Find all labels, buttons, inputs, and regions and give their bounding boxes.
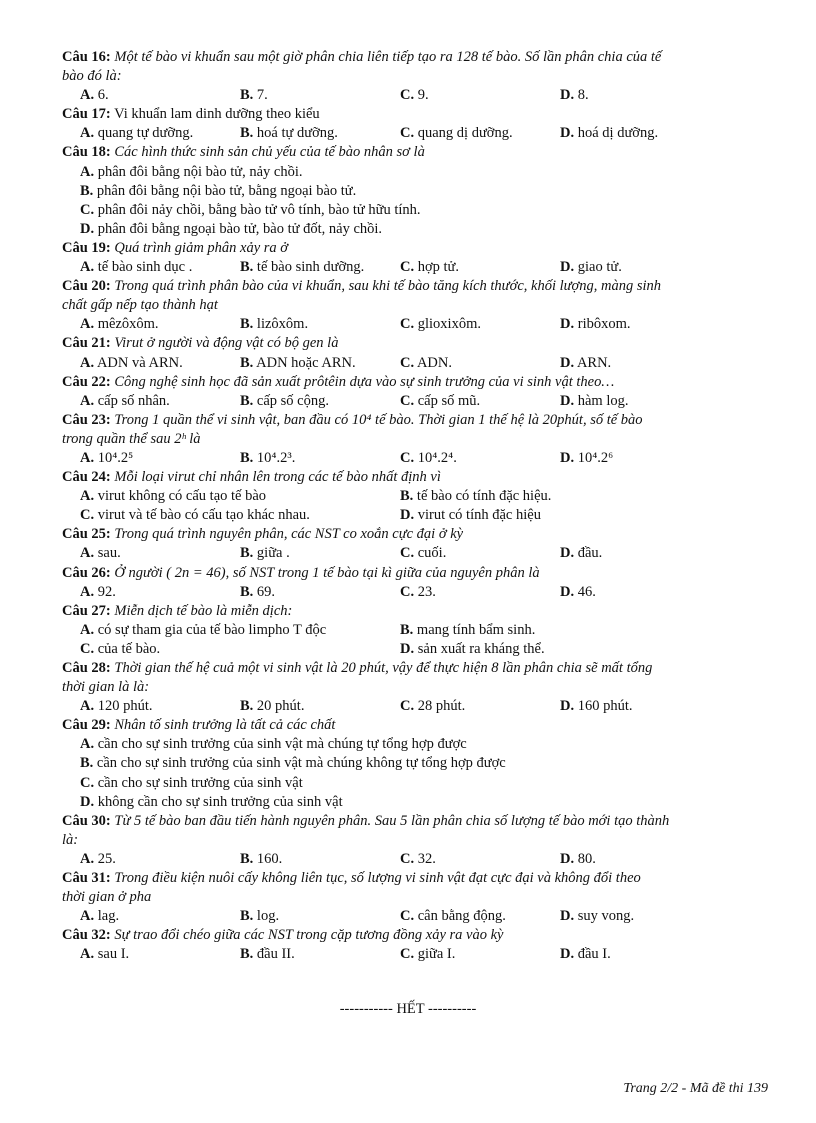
option-text: hàm log.	[577, 392, 629, 409]
option-text: cấp số nhân.	[97, 392, 170, 409]
question-label: Câu 22:	[62, 373, 111, 390]
question-text: thời gian ở pha	[62, 889, 152, 906]
option-letter: D.	[400, 507, 415, 524]
answer-option[interactable]	[80, 315, 159, 334]
question-16-line	[62, 48, 772, 67]
question-label: Câu 32:	[62, 927, 111, 944]
question-23-line	[62, 430, 772, 449]
option-text: 120 phút.	[97, 698, 153, 715]
option-letter: C.	[400, 946, 415, 963]
question-20-line	[62, 296, 772, 315]
option-text: 8.	[577, 87, 589, 104]
option-text: đầu I.	[577, 946, 611, 963]
answer-option[interactable]	[400, 621, 535, 640]
option-letter: C.	[400, 125, 415, 142]
option-letter: D.	[80, 220, 95, 237]
option-letter: B.	[80, 755, 94, 772]
question-label: Câu 17:	[62, 106, 111, 123]
answer-option[interactable]	[400, 583, 436, 602]
question-text: Ở người ( 2n = 46), số NST trong 1 tế bào tại kì giữa của nguyên phân là	[114, 564, 540, 581]
option-letter: D.	[560, 545, 575, 562]
question-label: Câu 31:	[62, 870, 111, 887]
question-28-line	[62, 659, 772, 678]
question-text: trong quần thể sau 2ʰ là	[62, 430, 201, 447]
option-letter: A.	[80, 583, 95, 600]
answer-option[interactable]	[80, 201, 421, 220]
answer-option[interactable]	[240, 354, 356, 373]
option-letter: D.	[560, 449, 575, 466]
options-row	[62, 201, 772, 220]
question-label: Câu 19:	[62, 239, 111, 256]
options-row	[62, 945, 772, 964]
option-letter: C.	[400, 87, 415, 104]
question-32-line	[62, 926, 772, 945]
option-letter: B.	[240, 87, 254, 104]
answer-option[interactable]	[80, 697, 153, 716]
option-letter: A.	[80, 125, 95, 142]
options-row	[62, 850, 772, 869]
answer-option[interactable]	[560, 392, 628, 411]
option-text: 92.	[97, 583, 116, 600]
option-text: phân đôi bằng ngoại bào tử, bào tử đốt, nảy chồi.	[97, 220, 383, 237]
option-text: tế bào có tính đặc hiệu.	[416, 488, 552, 505]
options-row	[62, 506, 772, 525]
option-text: cân bằng động.	[417, 908, 506, 925]
question-text: Các hình thức sinh sản chủ yếu của tế bào nhân sơ là	[114, 144, 425, 161]
option-text: đầu.	[577, 545, 603, 562]
answer-option[interactable]	[400, 124, 513, 143]
option-text: 69.	[256, 583, 276, 600]
answer-option[interactable]	[400, 506, 541, 525]
answer-option[interactable]	[560, 124, 658, 143]
answer-option[interactable]	[400, 487, 551, 506]
option-letter: D.	[560, 316, 575, 333]
option-text: cấp số cộng.	[256, 392, 329, 409]
answer-option[interactable]	[560, 258, 622, 277]
options-row	[62, 487, 772, 506]
answer-option[interactable]	[400, 86, 429, 105]
option-letter: C.	[80, 201, 95, 218]
question-30-line	[62, 831, 772, 850]
option-letter: C.	[400, 449, 415, 466]
option-letter: C.	[400, 545, 415, 562]
option-letter: D.	[560, 698, 575, 715]
option-letter: C.	[400, 850, 415, 867]
question-text: Thời gian thế hệ cuả một vi sinh vật là 20 phút, vậy để thực hiện 8 lần phân chia sẽ mất tổng	[114, 660, 653, 676]
question-17-line	[62, 105, 772, 124]
option-text: phân đôi bằng nội bào tử, nảy chồi.	[97, 163, 303, 180]
answer-option[interactable]	[80, 754, 506, 773]
option-text: ribôxom.	[577, 316, 631, 333]
answer-option[interactable]	[560, 315, 631, 334]
option-letter: A.	[80, 488, 95, 505]
option-text: 80.	[577, 850, 596, 867]
option-letter: B.	[240, 259, 254, 276]
answer-option[interactable]	[400, 697, 465, 716]
option-text: mêzôxôm.	[97, 316, 159, 333]
question-label: Câu 23:	[62, 411, 111, 428]
question-22-line	[62, 373, 772, 392]
answer-option[interactable]	[80, 124, 193, 143]
question-label: Câu 24:	[62, 469, 111, 486]
option-letter: D.	[560, 259, 575, 276]
question-30-line	[62, 812, 772, 831]
option-text: 6.	[97, 87, 109, 104]
question-text: Trong quá trình nguyên phân, các NST co xoắn cực đại ở kỳ	[114, 526, 464, 543]
option-text: lag.	[97, 908, 120, 925]
answer-option[interactable]	[400, 315, 481, 334]
answer-option[interactable]	[240, 907, 279, 926]
question-text: Công nghệ sinh học đã sản xuất prôtêin dựa vào sự sinh trưởng của vi sinh vật theo…	[114, 373, 615, 390]
question-19-line	[62, 239, 772, 258]
answer-option[interactable]	[80, 544, 121, 563]
option-text: 46.	[577, 583, 596, 600]
question-27-line	[62, 602, 772, 621]
option-text: 10⁴.2⁴.	[417, 449, 457, 466]
options-row	[62, 220, 772, 239]
option-text: virut có tính đặc hiệu	[417, 507, 541, 524]
option-letter: B.	[240, 908, 254, 925]
answer-option[interactable]	[80, 487, 266, 506]
question-23-line	[62, 411, 772, 430]
answer-option[interactable]	[240, 258, 364, 277]
answer-option[interactable]	[80, 793, 343, 812]
option-letter: A.	[80, 316, 95, 333]
answer-option[interactable]	[240, 544, 290, 563]
answer-option[interactable]	[560, 907, 634, 926]
question-label: Câu 26:	[62, 564, 111, 581]
answer-option[interactable]	[400, 449, 457, 468]
answer-option[interactable]	[400, 945, 455, 964]
option-text: 10⁴.2⁵	[97, 449, 134, 466]
question-text: Trong 1 quần thể vi sinh vật, ban đầu có 10⁴ tế bào. Thời gian 1 thế hệ là 20phút, số tế bào	[114, 411, 643, 428]
answer-option[interactable]	[80, 850, 116, 869]
option-text: giao tử.	[577, 259, 622, 276]
answer-option[interactable]	[80, 506, 310, 525]
answer-option[interactable]	[80, 621, 326, 640]
option-letter: D.	[400, 640, 415, 657]
question-text: Quá trình giảm phân xảy ra ở	[114, 239, 289, 256]
option-text: mang tính bẩm sinh.	[416, 621, 536, 638]
option-text: ADN và ARN.	[96, 354, 183, 371]
answer-option[interactable]	[240, 124, 338, 143]
option-text: 9.	[417, 87, 429, 104]
answer-option[interactable]	[80, 182, 356, 201]
answer-option[interactable]	[240, 850, 282, 869]
option-text: 25.	[97, 850, 116, 867]
option-text: hợp tử.	[417, 259, 460, 276]
answer-option[interactable]	[80, 354, 183, 373]
option-text: virut không có cấu tạo tế bào	[97, 488, 267, 505]
option-letter: B.	[240, 946, 254, 963]
option-text: ADN hoặc ARN.	[256, 354, 356, 371]
answer-option[interactable]	[400, 850, 436, 869]
option-text: 160.	[256, 850, 283, 867]
option-text: sau.	[97, 545, 121, 562]
question-label: Câu 25:	[62, 526, 111, 543]
question-26-line	[62, 564, 772, 583]
options-row	[62, 449, 772, 468]
option-letter: D.	[560, 946, 575, 963]
answer-option[interactable]	[560, 86, 589, 105]
option-text: sau I.	[97, 946, 130, 963]
option-letter: D.	[560, 392, 575, 409]
answer-option[interactable]	[560, 354, 611, 373]
option-letter: B.	[240, 850, 254, 867]
option-letter: B.	[240, 125, 254, 142]
option-text: virut và tế bào có cấu tạo khác nhau.	[97, 507, 310, 524]
option-letter: C.	[80, 774, 95, 791]
answer-option[interactable]	[80, 392, 170, 411]
question-label: Câu 16:	[62, 49, 111, 65]
option-text: hoá tự dưỡng.	[256, 125, 338, 142]
options-row	[62, 315, 772, 334]
option-letter: D.	[80, 793, 95, 810]
option-letter: B.	[240, 449, 254, 466]
answer-option[interactable]	[80, 220, 382, 239]
question-text: Miễn dịch tế bào là miễn dịch:	[114, 602, 293, 619]
option-letter: C.	[80, 507, 95, 524]
option-letter: A.	[80, 259, 95, 276]
answer-option[interactable]	[80, 640, 160, 659]
option-letter: D.	[560, 354, 575, 371]
question-label: Câu 27:	[62, 602, 111, 619]
option-letter: A.	[80, 392, 95, 409]
question-label: Câu 18:	[62, 144, 111, 161]
option-letter: A.	[80, 736, 95, 753]
question-25-line	[62, 525, 772, 544]
options-row	[62, 163, 772, 182]
option-letter: B.	[240, 354, 254, 371]
question-label: Câu 20:	[62, 278, 111, 295]
options-row	[62, 735, 772, 754]
options-row	[62, 583, 772, 602]
question-list	[62, 48, 772, 965]
end-marker: ----------- HẾT ----------	[339, 1001, 477, 1017]
option-text: 20 phút.	[256, 698, 305, 715]
question-28-line	[62, 678, 772, 697]
option-letter: C.	[400, 316, 415, 333]
options-row	[62, 124, 772, 143]
answer-option[interactable]	[80, 774, 303, 793]
options-row	[62, 697, 772, 716]
question-label: Câu 29:	[62, 717, 111, 734]
option-letter: C.	[80, 640, 95, 657]
option-letter: A.	[80, 946, 95, 963]
options-row	[62, 182, 772, 201]
option-letter: B.	[240, 392, 254, 409]
question-20-line	[62, 277, 772, 296]
option-text: ARN.	[576, 354, 612, 371]
answer-option[interactable]	[80, 945, 129, 964]
answer-option[interactable]	[80, 735, 467, 754]
option-letter: A.	[80, 621, 95, 638]
answer-option[interactable]	[240, 945, 295, 964]
question-text: chất gấp nếp tạo thành hạt	[62, 297, 218, 314]
answer-option[interactable]	[240, 449, 295, 468]
option-letter: B.	[240, 316, 254, 333]
options-row	[62, 640, 772, 659]
answer-option[interactable]	[560, 697, 633, 716]
option-text: giữa .	[256, 545, 290, 562]
answer-option[interactable]	[400, 640, 545, 659]
option-letter: B.	[80, 182, 94, 199]
option-text: suy vong.	[577, 908, 635, 925]
option-text: cần cho sự sinh trưởng của sinh vật	[97, 774, 303, 791]
option-letter: A.	[80, 163, 95, 180]
options-row	[62, 621, 772, 640]
option-text: phân đôi nảy chồi, bằng bào tử vô tính, bào tử hữu tính.	[97, 201, 421, 218]
question-18-line	[62, 143, 772, 162]
answer-option[interactable]	[560, 449, 613, 468]
options-row	[62, 754, 772, 773]
options-row	[62, 774, 772, 793]
option-text: cần cho sự sinh trưởng của sinh vật mà chúng tự tổng hợp được	[97, 736, 467, 753]
option-letter: A.	[80, 698, 95, 715]
page-footer: Trang 2/2 - Mã đề thi 139	[623, 1081, 768, 1096]
option-text: hoá dị dưỡng.	[577, 125, 659, 142]
options-row	[62, 907, 772, 926]
question-text: Trong quá trình phân bào của vi khuẩn, sau khi tế bào tăng kích thước, khối lượng, màng sinh	[114, 278, 662, 295]
question-label: Câu 21:	[62, 335, 111, 352]
answer-option[interactable]	[80, 583, 116, 602]
answer-option[interactable]	[80, 258, 192, 277]
answer-option[interactable]	[80, 449, 133, 468]
question-text: thời gian là là:	[62, 679, 150, 696]
option-text: cấp số mũ.	[417, 392, 481, 409]
answer-option[interactable]	[400, 354, 452, 373]
option-text: sản xuất ra kháng thể.	[417, 640, 545, 657]
question-label: Câu 28:	[62, 660, 111, 676]
answer-option[interactable]	[400, 392, 480, 411]
answer-option[interactable]	[400, 907, 506, 926]
options-row	[62, 86, 772, 105]
option-letter: C.	[400, 583, 415, 600]
question-text: Virut ở người và động vật có bộ gen là	[114, 335, 339, 352]
options-row	[62, 544, 772, 563]
option-text: 23.	[417, 583, 436, 600]
option-letter: D.	[560, 125, 575, 142]
option-text: glioxixôm.	[417, 316, 481, 333]
answer-option[interactable]	[80, 163, 303, 182]
question-text: Sự trao đổi chéo giữa các NST trong cặp tương đồng xảy ra vào kỳ	[114, 927, 504, 944]
answer-option[interactable]	[560, 583, 596, 602]
question-text: Vi khuẩn lam dinh dưỡng theo kiểu	[114, 106, 320, 123]
option-text: cần cho sự sinh trưởng của sinh vật mà chúng không tự tổng hợp được	[96, 755, 506, 772]
question-text: Từ 5 tế bào ban đầu tiến hành nguyên phân. Sau 5 lần phân chia số lượng tế bào mới tạo thành	[114, 812, 670, 829]
option-letter: C.	[400, 392, 415, 409]
answer-option[interactable]	[560, 544, 602, 563]
option-letter: D.	[560, 583, 575, 600]
option-text: 10⁴.2³.	[256, 449, 296, 466]
answer-option[interactable]	[560, 945, 611, 964]
question-24-line	[62, 468, 772, 487]
question-21-line	[62, 334, 772, 353]
options-row	[62, 793, 772, 812]
question-text: Trong điều kiện nuôi cấy không liên tục, số lượng vi sinh vật đạt cực đại và không đổi theo	[114, 870, 641, 887]
option-letter: A.	[80, 87, 95, 104]
answer-option[interactable]	[240, 315, 308, 334]
option-letter: D.	[560, 908, 575, 925]
question-text: bào đó là:	[62, 68, 122, 85]
option-text: có sự tham gia của tế bào limpho T độc	[97, 621, 327, 638]
option-letter: C.	[400, 698, 415, 715]
question-text: là:	[62, 831, 79, 848]
option-letter: B.	[240, 545, 254, 562]
question-label: Câu 30:	[62, 812, 111, 829]
answer-option[interactable]	[240, 392, 329, 411]
option-text: log.	[256, 908, 280, 925]
option-letter: B.	[240, 583, 254, 600]
answer-option[interactable]	[240, 86, 268, 105]
option-text: đầu II.	[256, 946, 295, 963]
option-text: quang dị dưỡng.	[417, 125, 513, 142]
option-letter: A.	[80, 449, 95, 466]
option-text: không cần cho sự sinh trưởng của sinh vật	[97, 793, 343, 810]
option-text: phân đôi bằng nội bào tử, bằng ngoại bào tử.	[96, 182, 357, 199]
options-row	[62, 354, 772, 373]
question-text: Mỗi loại virut chỉ nhân lên trong các tế bào nhất định vì	[114, 469, 441, 486]
option-text: 160 phút.	[577, 698, 633, 715]
option-text: 7.	[256, 87, 268, 104]
option-text: tế bào sinh dục .	[97, 259, 193, 276]
option-letter: C.	[400, 354, 415, 371]
option-letter: B.	[400, 488, 414, 505]
options-row	[62, 258, 772, 277]
options-row	[62, 392, 772, 411]
question-31-line	[62, 869, 772, 888]
option-text: của tế bào.	[97, 640, 161, 657]
option-letter: B.	[240, 698, 254, 715]
option-letter: C.	[400, 259, 415, 276]
option-text: ADN.	[416, 354, 452, 371]
question-text: Nhân tố sinh trưởng là tất cả các chất	[114, 717, 336, 734]
option-letter: A.	[80, 354, 95, 371]
answer-option[interactable]	[400, 544, 446, 563]
option-letter: C.	[400, 908, 415, 925]
option-letter: B.	[400, 621, 414, 638]
answer-option[interactable]	[80, 86, 109, 105]
option-text: 28 phút.	[417, 698, 466, 715]
option-letter: D.	[560, 87, 575, 104]
answer-option[interactable]	[240, 583, 275, 602]
answer-option[interactable]	[560, 850, 596, 869]
answer-option[interactable]	[80, 907, 119, 926]
answer-option[interactable]	[240, 697, 304, 716]
question-16-line	[62, 67, 772, 86]
answer-option[interactable]	[400, 258, 459, 277]
option-text: giữa I.	[417, 946, 456, 963]
option-letter: A.	[80, 908, 95, 925]
option-text: cuối.	[417, 545, 447, 562]
question-text: Một tế bào vi khuẩn sau một giờ phân chia liên tiếp tạo ra 128 tế bào. Số lần phân chia của tế	[114, 49, 662, 65]
option-letter: D.	[560, 850, 575, 867]
question-31-line	[62, 888, 772, 907]
option-text: quang tự dưỡng.	[97, 125, 194, 142]
option-text: lizôxôm.	[256, 316, 309, 333]
question-29-line	[62, 716, 772, 735]
option-text: 10⁴.2⁶	[577, 449, 614, 466]
option-text: tế bào sinh dưỡng.	[256, 259, 365, 276]
option-letter: A.	[80, 545, 95, 562]
option-text: 32.	[417, 850, 436, 867]
option-letter: A.	[80, 850, 95, 867]
